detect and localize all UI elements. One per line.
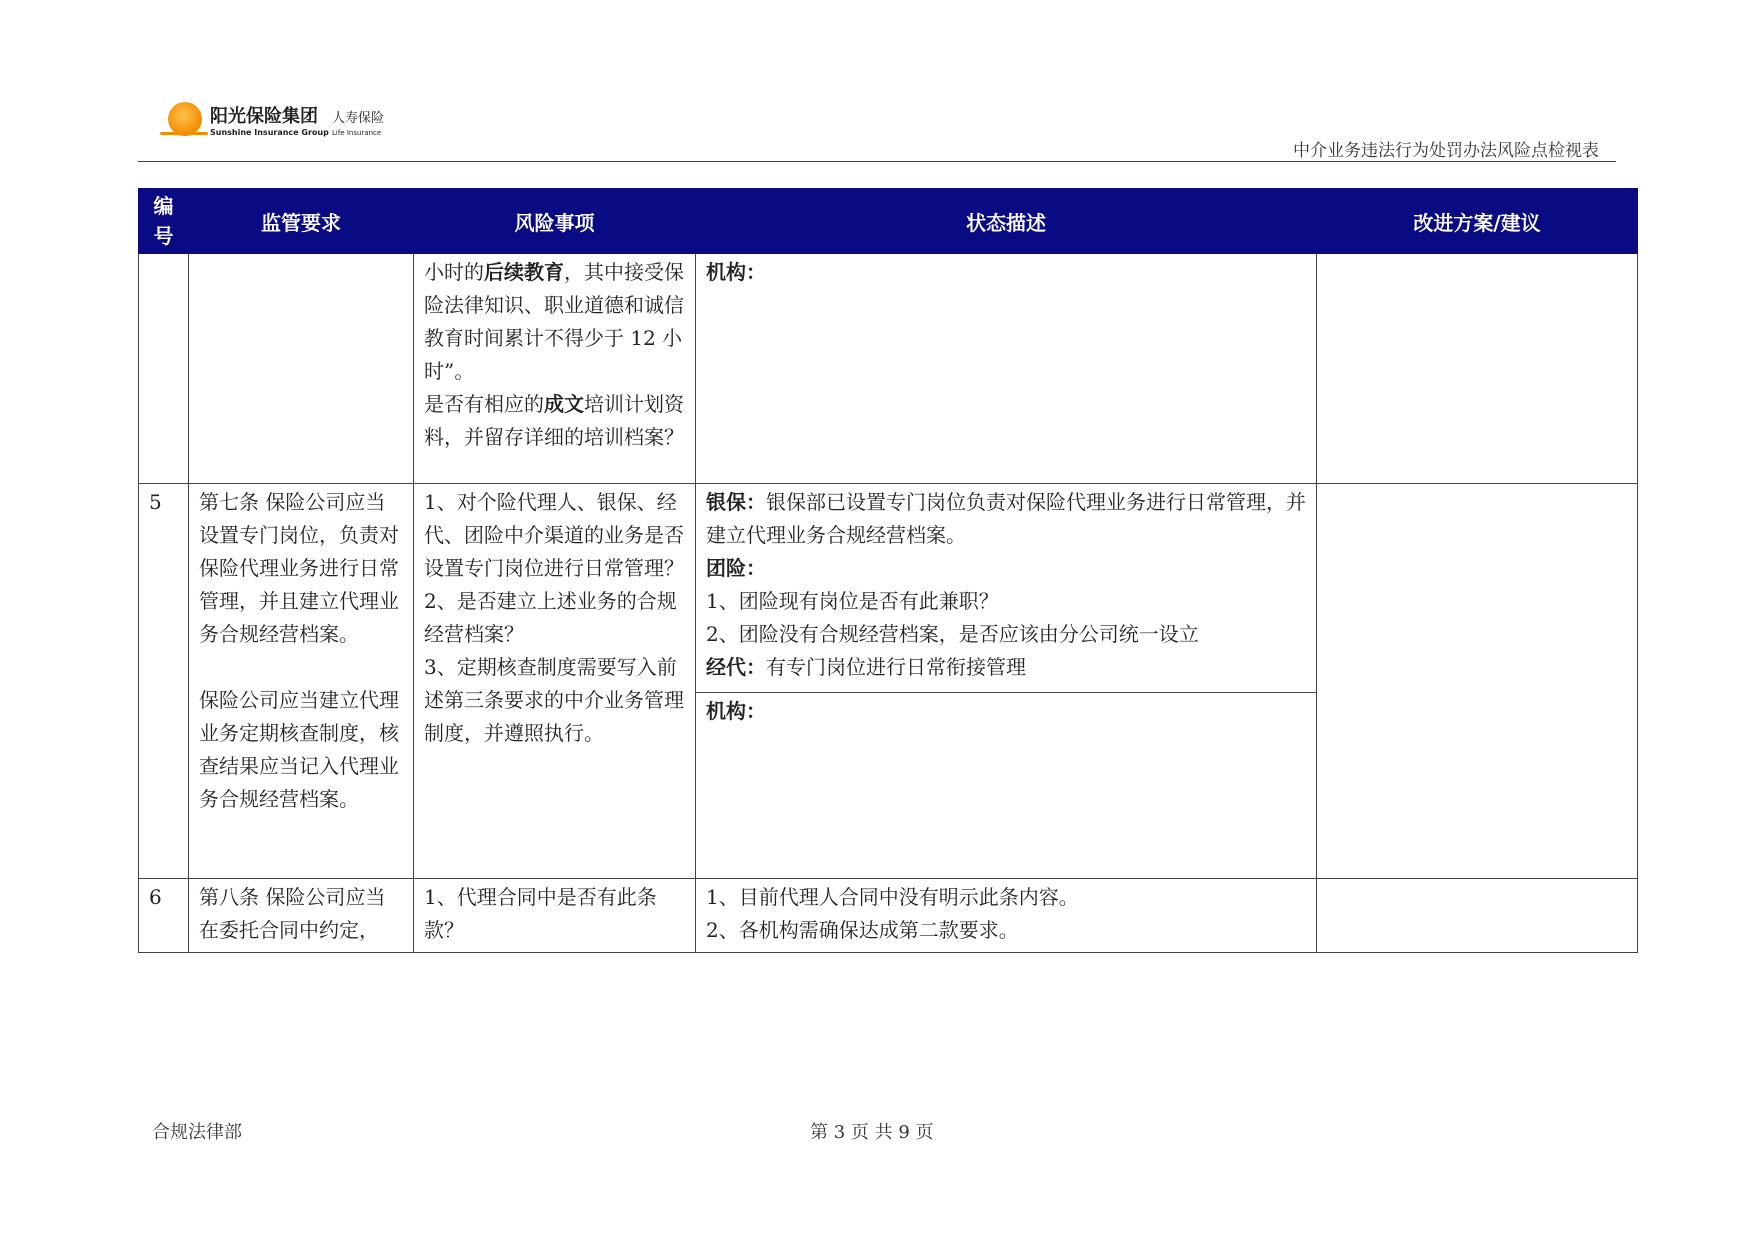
risk-item: 1、对个险代理人、银保、经代、团险中介渠道的业务是否设置专门岗位进行日常管理？ — [424, 490, 684, 580]
logo-group-name: 阳光保险集团 — [210, 106, 318, 127]
cell-no: 6 — [139, 879, 189, 953]
risk-item: 3、定期核查制度需要写入前述第三条要求的中介业务管理制度，并遵照执行。 — [424, 655, 684, 745]
cell-risk — [414, 254, 696, 484]
cell-risk: 1、代理合同中是否有此条款？ — [414, 879, 696, 953]
paragraph-spacer — [199, 651, 403, 684]
cell-no: 5 — [139, 484, 189, 879]
risk-emphasis: 成文 — [544, 392, 584, 416]
status-label-tuanxian: 团险： — [706, 556, 766, 580]
logo-swoosh — [160, 132, 208, 135]
column-header-requirement: 监管要求 — [189, 189, 414, 254]
cell-requirement — [189, 254, 414, 484]
risk-item: 2、是否建立上述业务的合规经营档案？ — [424, 589, 677, 646]
table-row-6 — [139, 879, 1638, 953]
logo-sub-name-en: Life Insurance — [332, 129, 382, 137]
status-text-jingdai: 有专门岗位进行日常衔接管理 — [766, 655, 1026, 679]
risk-text: 是否有相应的 — [424, 392, 544, 416]
footer-page-number: 第 3 页 共 9 页 — [810, 1122, 934, 1143]
risk-checklist-table — [138, 188, 1638, 953]
table-row-5 — [139, 484, 1638, 879]
status-item-tuanxian: 1、团险现有岗位是否有此兼职？ — [706, 589, 999, 613]
cell-requirement — [189, 484, 414, 879]
cell-risk — [414, 484, 696, 879]
status-yinbao — [706, 486, 1306, 552]
cell-requirement: 第八条 保险公司应当在委托合同中约定， — [189, 879, 414, 953]
status-label-yinbao: 银保： — [706, 490, 766, 514]
risk-text: 培训计划资料，并留存详细的培训档案？ — [424, 392, 684, 449]
risk-text: 小时的 — [424, 260, 484, 284]
page-header-title: 中介业务违法行为处罚办法风险点检视表 — [1293, 141, 1599, 161]
header-divider — [138, 161, 1616, 162]
cell-status — [696, 484, 1317, 879]
status-item-tuanxian: 2、团险没有合规经营档案，是否应该由分公司统一设立 — [706, 622, 1199, 646]
cell-improvement — [1317, 254, 1638, 484]
requirement-paragraph: 保险公司应当建立代理业务定期核查制度，核查结果应当记入代理业务合规经营档案。 — [199, 688, 399, 811]
risk-emphasis: 后续教育 — [484, 260, 564, 284]
column-header-improvement: 改进方案/建议 — [1317, 189, 1638, 254]
cell-improvement — [1317, 484, 1638, 879]
sun-logo-icon — [168, 102, 202, 136]
column-header-no — [139, 189, 189, 254]
table-header-row — [139, 189, 1638, 254]
status-label-jigou: 机构： — [706, 260, 766, 284]
requirement-paragraph: 第七条 保险公司应当设置专门岗位，负责对保险代理业务进行日常管理，并且建立代理业务合规经营档案。 — [199, 490, 399, 646]
status-subcell-jigou — [696, 692, 1316, 853]
risk-paragraph — [424, 388, 685, 454]
risk-paragraph — [424, 256, 685, 388]
column-header-no-label: 编号 — [153, 194, 174, 248]
status-label-jigou: 机构： — [706, 699, 766, 723]
cell-status — [696, 879, 1317, 953]
cell-status — [696, 254, 1317, 484]
cell-improvement — [1317, 879, 1638, 953]
footer-department: 合规法律部 — [152, 1122, 242, 1143]
logo-sub-name: 人寿保险 — [332, 111, 385, 126]
risk-text: ，其中接受保险法律知识、职业道德和诚信教育时间累计不得少于 12 小时”。 — [424, 260, 684, 383]
cell-no — [139, 254, 189, 484]
table-row-continued — [139, 254, 1638, 484]
status-text-yinbao: 银保部已设置专门岗位负责对保险代理业务进行日常管理，并建立代理业务合规经营档案。 — [706, 490, 1306, 547]
logo-group-name-en: Sunshine Insurance Group — [210, 128, 329, 137]
status-item: 2、各机构需确保达成第二款要求。 — [706, 918, 1019, 942]
company-logo — [160, 100, 400, 144]
column-header-status: 状态描述 — [696, 189, 1317, 254]
column-header-risk: 风险事项 — [414, 189, 696, 254]
status-item: 1、目前代理人合同中没有明示此条内容。 — [706, 885, 1079, 909]
status-jingdai — [706, 651, 1306, 684]
status-label-jingdai: 经代： — [706, 655, 766, 679]
